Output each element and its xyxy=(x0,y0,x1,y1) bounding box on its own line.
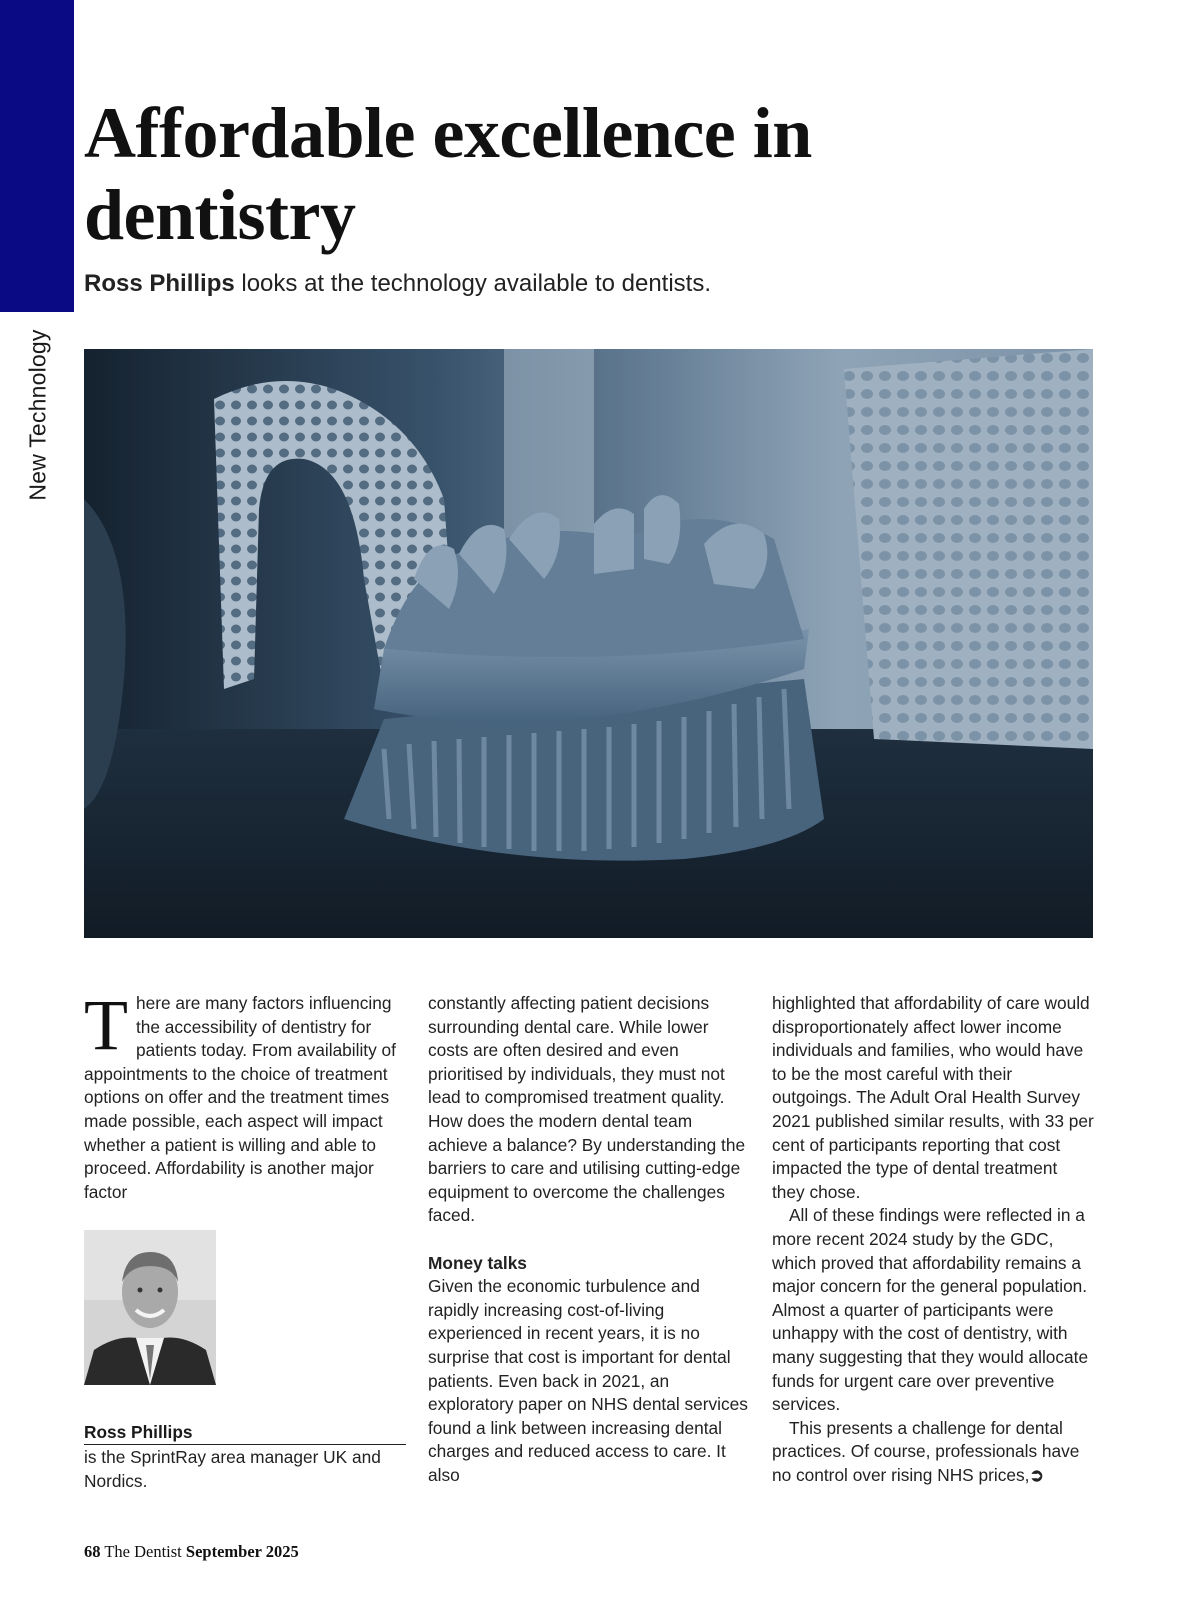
subheading: Money talks xyxy=(428,1252,527,1273)
publication-name: The Dentist xyxy=(104,1542,182,1561)
standfirst-text: looks at the technology available to dentists. xyxy=(241,270,712,297)
body-column-2 xyxy=(428,992,750,1487)
hero-photo xyxy=(84,349,1093,938)
body-column-3 xyxy=(772,992,1094,1487)
standfirst xyxy=(84,270,711,298)
dental-model-photo-icon xyxy=(84,349,1093,938)
body-paragraph: highlighted that affordability of care would disproportionately affect lower income individuals and families, who would have to be the most careful with their outgoings. The Adult Oral Health Survey 2021 published similar results, with 33 per cent of participants reporting that cost impacted the type of dental treatment they chose. xyxy=(772,993,1094,1202)
standfirst-author: Ross Phillips xyxy=(84,270,235,297)
section-label: New Technology xyxy=(24,329,51,501)
author-bio: is the SprintRay area manager UK and Nordics. xyxy=(84,1447,381,1491)
body-paragraph-text: This presents a challenge for dental practices. Of course, professionals have no control over rising NHS prices, xyxy=(772,1417,1080,1485)
article-title: Affordable excellence in dentistry xyxy=(84,93,812,255)
continue-arrow-icon: ➲ xyxy=(1029,1464,1044,1485)
body-paragraph: here are many factors influencing the accessibility of dentistry for patients today. From availability of appointments to the choice of treatment options on offer and the treatment times made possible, each aspect will impact whether a patient is willing and able to proceed. Affordability is another major factor xyxy=(84,993,396,1202)
author-portrait-icon xyxy=(84,1230,216,1385)
body-column-1 xyxy=(84,985,406,1204)
author-photo xyxy=(84,1230,216,1385)
drop-cap: T xyxy=(84,985,128,1065)
page-number: 68 xyxy=(84,1542,101,1561)
issue-date: September 2025 xyxy=(185,1542,299,1561)
body-paragraph: All of these findings were reflected in a more recent 2024 study by the GDC, which proved that affordability remains a major concern for the general population. Almost a quarter of participants were unhappy with the cost of dentistry, with many suggesting that they would allocate funds for urgent care over preventive services. xyxy=(772,1205,1089,1415)
page-footer xyxy=(84,1542,299,1562)
body-paragraph xyxy=(772,1417,1094,1488)
body-paragraph: Given the economic turbulence and rapidly increasing cost-of-living experienced in recent years, it is no surprise that cost is important for dental patients. Even back in 2021, an exploratory paper on NHS dental services found a link between increasing dental charges and reduced access to care. It also xyxy=(428,1276,748,1485)
section-color-band xyxy=(0,0,74,312)
author-divider xyxy=(84,1444,406,1445)
author-name: Ross Phillips xyxy=(84,1422,193,1442)
body-paragraph: constantly affecting patient decisions surrounding dental care. While lower costs are often desired and even prioritised by individuals, they must not lead to compromised treatment quality. How does the modern dental team achieve a balance? By understanding the barriers to care and utilising cutting-edge equipment to overcome the challenges faced. xyxy=(428,993,746,1226)
